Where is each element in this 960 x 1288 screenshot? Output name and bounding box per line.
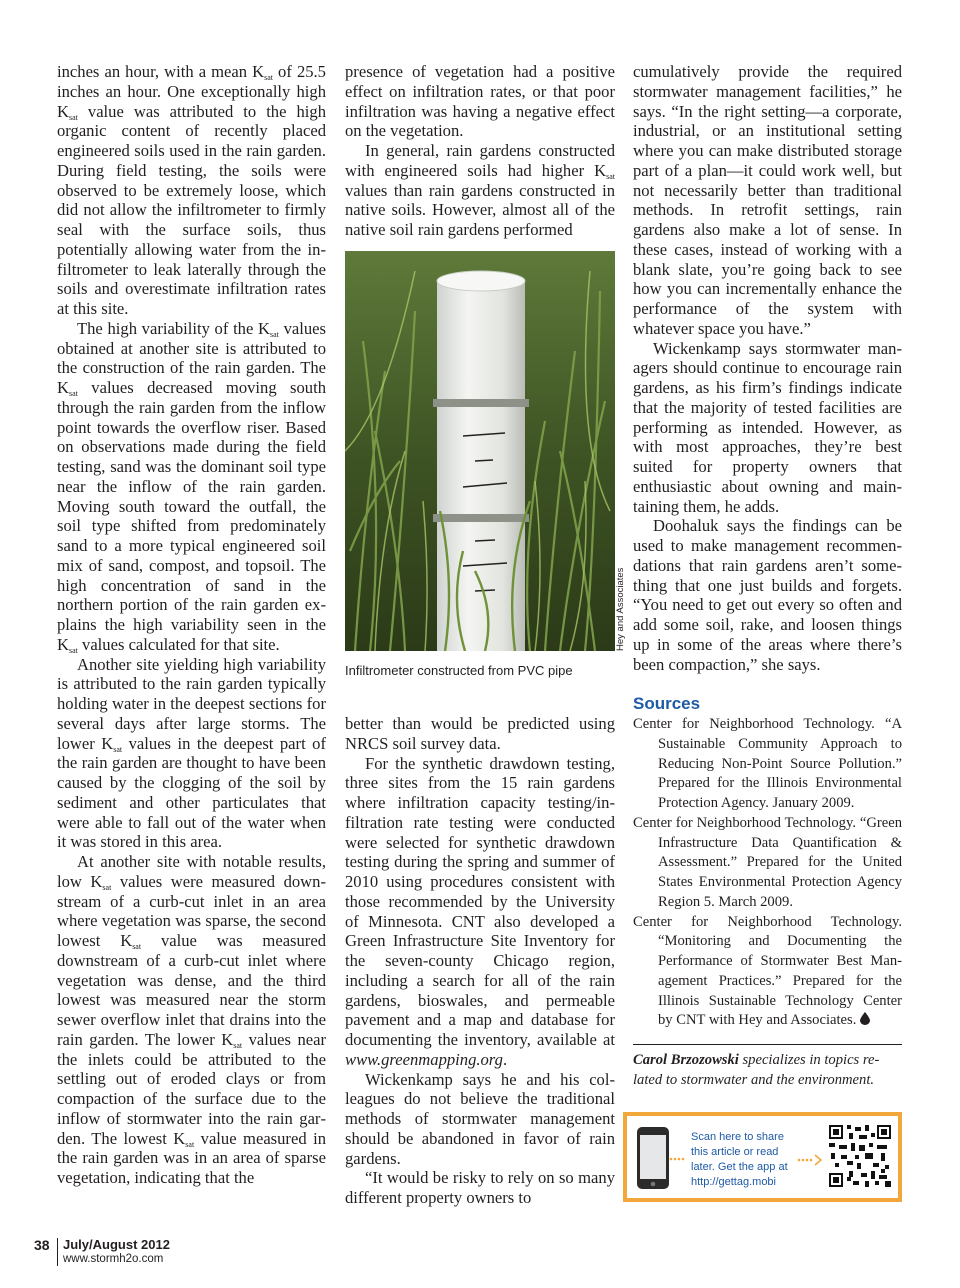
website-link[interactable]: www.stormh2o.com (63, 1253, 164, 1265)
footer-divider (57, 1238, 58, 1266)
qr-code-icon[interactable] (829, 1124, 891, 1188)
infiltrometer-photo (345, 251, 615, 651)
qr-promo-box (623, 1112, 902, 1202)
smartphone-icon (635, 1126, 685, 1192)
article-column-1 (57, 62, 326, 1188)
paragraph: inches an hour, with a mean $K_{sat}$ of 25.5 inches an hour. One exceptionally high $K_{sat}$ value was attributed to the high organic content of recently placed engineered soils used in the rain garden. During field testing, the soils were observed to be extremely loose, which did not allow the infiltrometer to firmly seal with the surface soils, thus potentially allowing water from the infiltrometer to leak laterally through the soils and overestimate infiltration rates at this site. (57, 62, 326, 318)
water-drop-icon (860, 1012, 870, 1025)
paragraph: cumulatively provide the required stormwater management facilities,” he says. “In the right setting—a corporate, industrial, or an institutional setting where you can make distributed storage part of a plan—it could work well, but not necessarily better than traditional methods. In retrofit settings, rain gardens also make a lot of sense. In these cases, instead of working with a blank slate, you’re going back to see how you can incrementally enhance the performance of the system with whatever space you have.” (633, 62, 902, 338)
paragraph: presence of vegetation had a positive effect on infiltration rates, or that poor infiltration was having a negative effect on the vegetation. (345, 62, 615, 141)
paragraph: For the synthetic drawdown testing, three sites from the 15 rain gardens where infiltration capacity testing/infiltration rate testing were conducted were selected for synthetic drawdown testing during the spring and summer of 2010 using procedures consistent with those recommended by the University of Minnesota. CNT also developed a Green Infrastructure Site Inventory for the seven-county Chicago region, including a search for all of the rain gardens, bioswales, and permeable pavement and a map and database for documenting the inventory, available at www.greenmapping.org. (345, 753, 615, 1069)
paragraph: In general, rain gardens constructed with engineered soils had higher $K_{sat}$ values than rain gardens constructed in native soils. However, almost all of the native soil rain gardens performed (345, 141, 615, 239)
source-item: Center for Neighborhood Technology. “A Sustainable Community Approach to Reducing Non-Point Source Pollution.” Prepared for the Illinois Environmental Protection Agency. January 2009. (633, 716, 902, 811)
article-column-3 (633, 62, 902, 674)
paragraph: Wickenkamp says stormwater managers should continue to encourage rain gardens, as his firm’s findings indicate that the majority of tested facilities are performing as intended. However, as with most approaches, they’re best suited for property owners that enthusiastic about owning and maintaining them, he adds. (633, 338, 902, 516)
author-bio: Carol Brzozowski specializes in topics related to stormwater and the environment. (633, 1052, 880, 1088)
infiltrometer-illustration (345, 251, 615, 651)
arrow-right-icon (797, 1154, 823, 1166)
paragraph: better than would be predicted using NRCS soil survey data. (345, 714, 615, 753)
sources-list (633, 715, 902, 1031)
paragraph: The high variability of the $K_{sat}$ values obtained at another site is attributed to the construction of the rain garden. The $K_{sat}$ values decreased moving south through the rain garden from the inflow point towards the overflow riser. Based on observations made during the field testing, sand was the dominant soil type near the inflow of the rain garden. Moving south toward the outfall, the soil type shifted from predominately sand to a more typical engineered soil mix of sand, compost, and topsoil. The high concentration of sand in the northern portion of the rain garden explains the high variability seen in the $K_{sat}$ values calculated for that site. (57, 318, 326, 655)
source-item: Center for Neighborhood Technology. “Monitoring and Documenting the Performance of Stormwater Best Management Practices.” Prepared for the Illinois Sustainable Technology Center by CNT with Hey and Associates. (633, 913, 902, 1029)
paragraph: Doohaluk says the findings can be used to make management recommendations that rain gardens aren’t something that one just builds and forgets. “You need to get out every so often and add some soil, rake, and loosen things up in some of the areas where there’s been compaction,” she says. (633, 516, 902, 674)
paragraph: Another site yielding high variability is attributed to the rain garden typically holding water in the deepest sections for several days after large storms. The lower $K_{sat}$ values in the deepest part of the rain garden are thought to have been caused by the clogging of the soil by sediment and other particulates that were able to fall out of the water when it was stored in this area. (57, 654, 326, 852)
photo-credit: Hey and Associates (615, 567, 626, 651)
article-column-2-top (345, 62, 615, 240)
article-column-2-bottom (345, 714, 615, 1208)
photo-caption: Infiltrometer constructed from PVC pipe (345, 663, 573, 678)
qr-instructions: Scan here to share this article or read later. Get the app at http://gettag.mobi (691, 1131, 788, 1188)
bio-divider (633, 1044, 902, 1045)
author-name: Carol Brzozowski (633, 1052, 739, 1068)
paragraph: At another site with notable results, low $K_{sat}$ values were measured downstream of a curb-cut inlet in an area where vegetation was sparse, the second lowest $K_{sat}$ value was measured downstream of a curb-cut inlet where vegetation was dense, and the third lowest was measured near the storm sewer overflow inlet that drains into the rain garden. The lower $K_{sat}$ values near the inlets could be attributed to the settling out of eroded clays or from compaction of the surface due to the inflow of stormwater into the rain garden. The lowest $K_{sat}$ value measured in the rain garden was in an area of sparse vegetation, indicating that the (57, 852, 327, 1187)
paragraph: “It would be risky to rely on so many different property owners to (345, 1168, 615, 1207)
paragraph: Wickenkamp says he and his colleagues do not believe the traditional methods of stormwater management should be abandoned in favor of rain gardens. (345, 1069, 615, 1168)
page-number: 38 (34, 1237, 50, 1253)
greenmapping-link[interactable]: www.greenmapping.org (345, 1049, 503, 1069)
source-item: Center for Neighborhood Technology. “Green Infrastructure Data Quantification & Assessment.” Prepared for the United States Environmental Protection Agency Region 5. March 2009. (633, 814, 902, 910)
sources-heading: Sources (633, 694, 701, 713)
issue-date: July/August 2012 (63, 1237, 170, 1252)
